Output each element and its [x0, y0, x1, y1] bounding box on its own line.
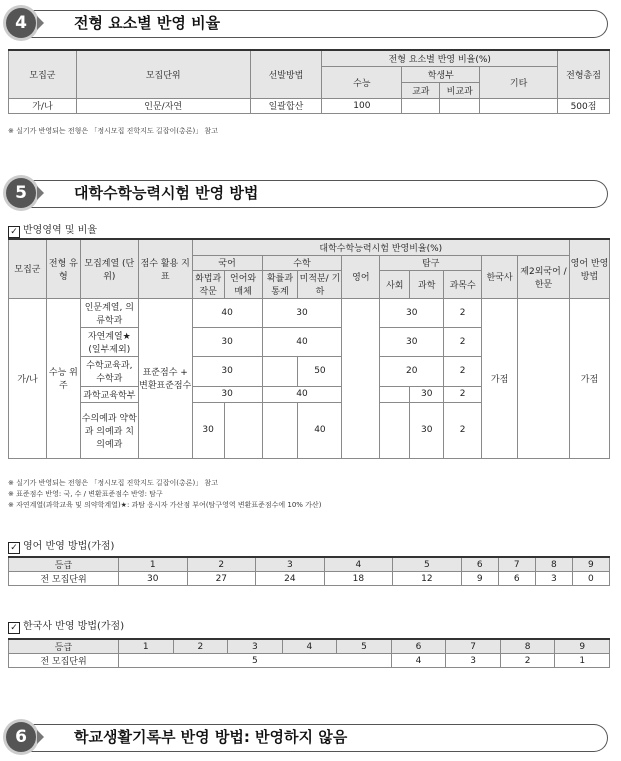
subtitle-areas: [8, 221, 97, 238]
header-english: 영어: [342, 255, 380, 298]
cell-field: 자연계열★ (일부제외): [80, 327, 138, 356]
header-ratio: 대학수학능력시험 반영비율(%): [192, 239, 569, 255]
cell-math2: 40: [298, 402, 342, 458]
grade-8: 8: [535, 557, 572, 572]
header-ratio: 전형 요소별 반영 비율(%): [322, 50, 558, 66]
score-4: 18: [324, 572, 393, 586]
header-method: 선발방법: [250, 50, 322, 98]
subtitle-english: [8, 537, 114, 554]
header-eng-method: 영어 반영 방법: [569, 239, 609, 298]
header-foreign: 제2외국어 /한문: [518, 255, 570, 298]
cell-group: 가/나: [9, 298, 47, 458]
score-2: 27: [187, 572, 256, 586]
note: ※ 표준점수 반영: 국, 수 / 변환표준점수 반영: 탐구: [8, 490, 163, 498]
cell-eng-method: 가점: [569, 298, 609, 458]
subtitle-text: 반영영역 및 비율: [23, 225, 97, 236]
grade-9: 9: [572, 557, 609, 572]
history-table: [8, 638, 610, 668]
cell-total: 500점: [558, 98, 610, 113]
chevron-right-icon: [37, 16, 44, 30]
cell-math: 40: [262, 386, 342, 402]
cell-kor2: [224, 402, 262, 458]
header-etc: 기타: [480, 66, 558, 98]
note: ※ 실기가 반영되는 전형은 「정시모집 진학지도 길잡이(총론)」 참고: [8, 127, 218, 135]
header-subjects: 과목수: [444, 270, 482, 298]
score-1: 30: [119, 572, 188, 586]
cell-group: 가/나: [9, 98, 77, 113]
header-type: 전형 유형: [46, 239, 80, 298]
cell-social: [380, 402, 410, 458]
grade-2: 2: [173, 639, 228, 654]
subtitle-history: [8, 617, 124, 634]
section-6-header: [4, 720, 608, 754]
score-5: 12: [393, 572, 462, 586]
score-6: 4: [391, 654, 446, 668]
header-kor1: 화법과 작문: [192, 270, 224, 298]
cell-english: [342, 298, 380, 458]
section-title: 학교생활기록부 반영 방법: 반영하지 않음: [74, 728, 348, 746]
grade-8: 8: [500, 639, 555, 654]
cell-science: 30: [410, 386, 444, 402]
cell-score: 표준점수 + 변환표준점수: [138, 298, 192, 458]
header-subject: 교과: [402, 82, 440, 98]
grade-7: 7: [498, 557, 535, 572]
grade-2: 2: [187, 557, 256, 572]
section-4-header: [4, 6, 608, 40]
section-title: 대학수학능력시험 반영 방법: [74, 184, 259, 202]
score-9: 1: [555, 654, 610, 668]
header-inquiry: 탐구: [380, 255, 482, 270]
cell-field: 인문계열, 의류학과: [80, 298, 138, 327]
cell-math2: 50: [298, 356, 342, 386]
header-school-record: 학생부: [402, 66, 480, 82]
table-row: [9, 98, 610, 113]
selection-ratio-table: [8, 49, 610, 114]
header-korean: 국어: [192, 255, 262, 270]
section-title: 전형 요소별 반영 비율: [74, 14, 221, 32]
header-group: 모집군: [9, 50, 77, 98]
score-7: 3: [446, 654, 501, 668]
header-unit: 모집단위: [76, 50, 250, 98]
table-row: [9, 654, 610, 668]
header-grade: 등급: [9, 557, 119, 572]
header-field: 모집계열 (단위): [80, 239, 138, 298]
score-8: 3: [535, 572, 572, 586]
cell-field: 수학교육과, 수학과: [80, 356, 138, 386]
cell-foreign: [518, 298, 570, 458]
cell-type: 수능 위주: [46, 298, 80, 458]
section-number: 5: [6, 178, 36, 208]
cell-math1: [262, 356, 298, 386]
cell-math: 40: [262, 327, 342, 356]
cell-subjects: 2: [444, 356, 482, 386]
cell-korean: 30: [192, 386, 262, 402]
header-science: 과학: [410, 270, 444, 298]
grade-6: 6: [461, 557, 498, 572]
cell-subjects: 2: [444, 386, 482, 402]
checkbox-icon: ✓: [8, 226, 20, 238]
header-suneung: 수능: [322, 66, 402, 98]
note: ※ 자연계열(과학교육 및 의약학계열)★: 과탐 응시자 가산점 부여(탐구영역 변환표준점수에 10% 가산): [8, 501, 322, 509]
cell-field: 수의예과 약학과 의예과 치의예과: [80, 402, 138, 458]
cell-kor1: 30: [192, 402, 224, 458]
cell-nonsubject: [440, 98, 480, 113]
header-math: 수학: [262, 255, 342, 270]
cell-unit: 인문/자연: [76, 98, 250, 113]
score-7: 6: [498, 572, 535, 586]
checkbox-icon: ✓: [8, 542, 20, 554]
cell-inquiry: 30: [380, 327, 444, 356]
cell-method: 일괄합산: [250, 98, 322, 113]
grade-3: 3: [228, 639, 283, 654]
cell-subjects: 2: [444, 402, 482, 458]
cell-suneung: 100: [322, 98, 402, 113]
grade-4: 4: [324, 557, 393, 572]
cell-unit: 전 모집단위: [9, 572, 119, 586]
english-table: [8, 556, 610, 586]
cell-history: 가점: [482, 298, 518, 458]
grade-9: 9: [555, 639, 610, 654]
cell-math: 30: [262, 298, 342, 327]
grade-7: 7: [446, 639, 501, 654]
header-math1: 확률과 통계: [262, 270, 298, 298]
score-1-to-5: 5: [119, 654, 392, 668]
grade-3: 3: [256, 557, 325, 572]
grade-1: 1: [119, 639, 174, 654]
header-math2: 미적분/ 기하: [298, 270, 342, 298]
subtitle-text: 한국사 반영 방법(가점): [23, 621, 125, 632]
grade-4: 4: [282, 639, 337, 654]
cell-inquiry: 20: [380, 356, 444, 386]
section-number: 6: [6, 722, 36, 752]
cell-korean: 40: [192, 298, 262, 327]
header-social: 사회: [380, 270, 410, 298]
cell-korean: 30: [192, 327, 262, 356]
header-score: 점수 활용 지표: [138, 239, 192, 298]
checkbox-icon: ✓: [8, 622, 20, 634]
cell-inquiry: 30: [380, 298, 444, 327]
cell-korean: 30: [192, 356, 262, 386]
cell-field: 과학교육학부: [80, 386, 138, 402]
cell-etc: [480, 98, 558, 113]
score-8: 2: [500, 654, 555, 668]
table-row: [9, 298, 610, 327]
cell-science: 30: [410, 402, 444, 458]
header-nonsubject: 비교과: [440, 82, 480, 98]
section-number: 4: [6, 8, 36, 38]
table-row: [9, 572, 610, 586]
grade-5: 5: [337, 639, 392, 654]
grade-1: 1: [119, 557, 188, 572]
header-total: 전형총점: [558, 50, 610, 98]
subtitle-text: 영어 반영 방법(가점): [23, 541, 115, 552]
cell-subjects: 2: [444, 327, 482, 356]
score-9: 0: [572, 572, 609, 586]
cell-social: [380, 386, 410, 402]
cell-subject: [402, 98, 440, 113]
score-3: 24: [256, 572, 325, 586]
grade-6: 6: [391, 639, 446, 654]
header-history: 한국사: [482, 255, 518, 298]
header-kor2: 언어와 매체: [224, 270, 262, 298]
chevron-right-icon: [37, 730, 44, 744]
suneung-ratio-table: [8, 238, 610, 459]
header-grade: 등급: [9, 639, 119, 654]
cell-subjects: 2: [444, 298, 482, 327]
section-5-header: [4, 176, 608, 210]
grade-5: 5: [393, 557, 462, 572]
chevron-right-icon: [37, 186, 44, 200]
header-group: 모집군: [9, 239, 47, 298]
cell-unit: 전 모집단위: [9, 654, 119, 668]
score-6: 9: [461, 572, 498, 586]
cell-math1: [262, 402, 298, 458]
note: ※ 실기가 반영되는 전형은 「정시모집 진학지도 길잡이(총론)」 참고: [8, 479, 218, 487]
